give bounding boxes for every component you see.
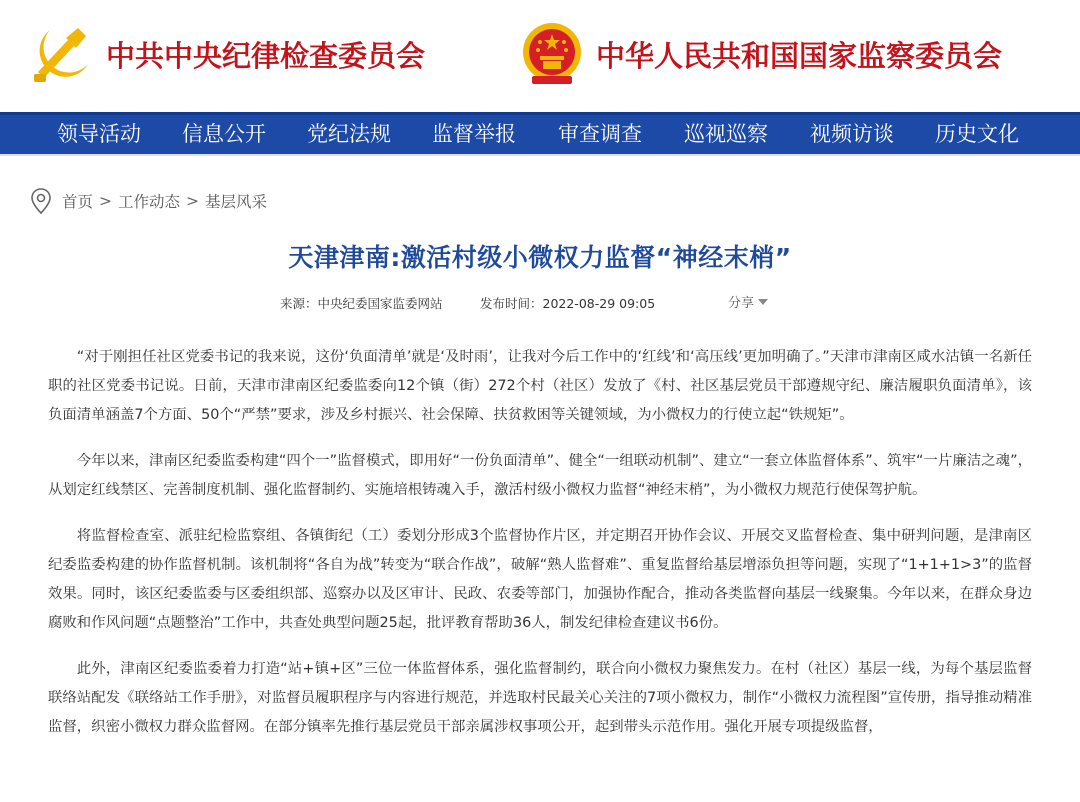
breadcrumb-work-news[interactable]: 工作动态 bbox=[118, 193, 181, 211]
org-right[interactable] bbox=[518, 18, 1002, 90]
nav-item-regulations[interactable]: 党纪法规 bbox=[307, 122, 391, 146]
nav-item-video-interview[interactable]: 视频访谈 bbox=[810, 122, 894, 146]
breadcrumb bbox=[30, 186, 267, 216]
article-body bbox=[48, 343, 1032, 759]
share-button[interactable] bbox=[728, 292, 768, 311]
breadcrumb-home[interactable]: 首页 bbox=[62, 193, 94, 211]
breadcrumb-grassroots[interactable]: 基层风采 bbox=[205, 193, 268, 211]
breadcrumb-separator: > bbox=[99, 192, 113, 210]
article-paragraph: 今年以来，津南区纪委监委构建“四个一”监督模式，即用好“一份负面清单”、健全“一组联动机制”、建立“一套立体监督体系”、筑牢“一片廉洁之魂”，从划定红线禁区、完善制度机制、强化监督制约、实施培根铸魂入手，激活村级小微权力监督“神经末梢”，为小微权力规范行使保驾护航。 bbox=[48, 453, 1032, 498]
article-paragraph: 将监督检查室、派驻纪检监察组、各镇街纪（工）委划分形成3个监督协作片区，并定期召开协作会议、开展交叉监督检查、集中研判问题，是津南区纪委监委构建的协作监督机制。该机制将“各自为战”转变为“联合作战”，破解“熟人监督难”、重复监督给基层增添负担等问题，实现了“1+1+1>3”的监督效果。同时，该区纪委监委与区委组织部、巡察办以及区审计、民政、农委等部门，加强协作配合，推动各类监督向基层一线聚集。今年以来，在群众身边腐败和作风问题“点题整治”工作中，共查处典型问题25起，批评教育帮助36人，制发纪律检查建议书6份。 bbox=[48, 528, 1032, 631]
main-nav bbox=[0, 112, 1080, 154]
article-publish-time: 发布时间：2022-08-29 09:05 bbox=[480, 296, 656, 311]
org-name-left: 中共中央纪律检查委员会 bbox=[106, 38, 426, 73]
article-title: 天津津南:激活村级小微权力监督“神经末梢” bbox=[288, 243, 792, 272]
article-source: 来源：中央纪委国家监委网站 bbox=[280, 296, 443, 311]
nav-item-inspection[interactable]: 巡视巡察 bbox=[684, 122, 768, 146]
chevron-down-icon bbox=[758, 299, 768, 305]
nav-item-investigation[interactable]: 审查调查 bbox=[558, 122, 642, 146]
nav-divider bbox=[0, 154, 1080, 156]
share-label: 分享 bbox=[728, 296, 755, 311]
breadcrumb-separator: > bbox=[186, 192, 200, 210]
org-name-right: 中华人民共和国国家监察委员会 bbox=[596, 38, 1003, 73]
party-emblem-icon bbox=[28, 20, 96, 88]
national-emblem-icon bbox=[518, 20, 586, 88]
org-left[interactable] bbox=[28, 18, 425, 90]
masthead bbox=[0, 0, 1080, 112]
nav-item-report[interactable]: 监督举报 bbox=[432, 122, 516, 146]
article-paragraph: 此外，津南区纪委监委着力打造“站+镇+区”三位一体监督体系，强化监督制约，联合向小微权力聚焦发力。在村（社区）基层一线，为每个基层监督联络站配发《联络站工作手册》，对监督员履职程序与内容进行规范，并选取村民最关心关注的7项小微权力，制作“小微权力流程图”宣传册，指导推动精准监督，织密小微权力群众监督网。在部分镇率先推行基层党员干部亲属涉权事项公开，起到带头示范作用。强化开展专项提级监督， bbox=[48, 661, 1032, 735]
article-paragraph: “对于刚担任社区党委书记的我来说，这份‘负面清单’就是‘及时雨’，让我对今后工作中的‘红线’和‘高压线’更加明确了。”天津市津南区咸水沽镇一名新任职的社区党委书记说。日前，天津市津南区纪委监委向12个镇（街）272个村（社区）发放了《村、社区基层党员干部遵规守纪、廉洁履职负面清单》，该负面清单涵盖7个方面、50个“严禁”要求，涉及乡村振兴、社会保障、扶贫救困等关键领域，为小微权力的行使立起“铁规矩”。 bbox=[48, 349, 1032, 423]
nav-item-leadership[interactable]: 领导活动 bbox=[57, 122, 141, 146]
nav-item-info-disclosure[interactable]: 信息公开 bbox=[182, 122, 266, 146]
location-pin-icon bbox=[30, 187, 52, 215]
nav-item-history[interactable]: 历史文化 bbox=[935, 122, 1019, 146]
